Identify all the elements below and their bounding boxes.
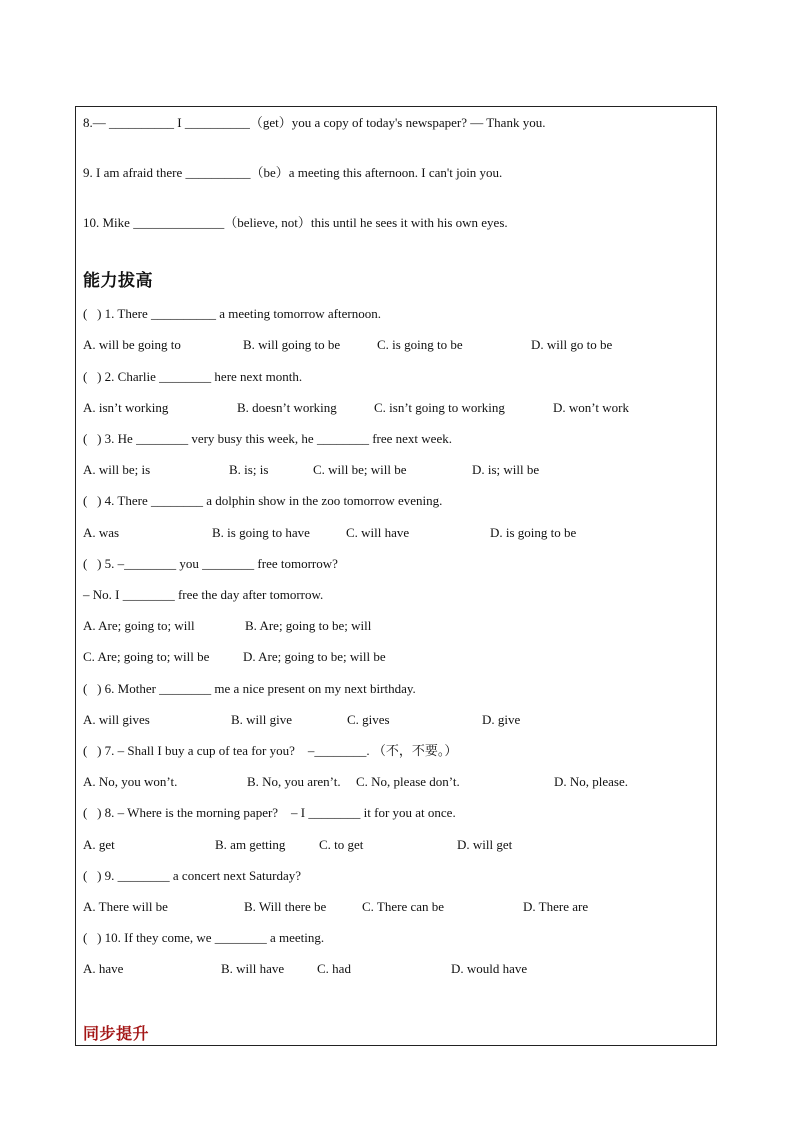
option-b[interactable]: B. is going to have [212, 525, 310, 540]
option-b[interactable]: B. will have [221, 961, 285, 976]
option-d[interactable]: D. won’t work [553, 400, 629, 415]
option-a[interactable]: A. was [83, 525, 120, 540]
option-d[interactable]: D. will get [457, 837, 513, 852]
option-b[interactable]: B. Will there be [244, 899, 327, 914]
question-stem: ( ) 4. There ________ a dolphin show in the zoo tomorrow evening. [83, 493, 443, 508]
question-stem: ( ) 6. Mother ________ me a nice present on my next birthday. [83, 681, 416, 696]
option-d[interactable]: D. No, please. [554, 774, 629, 789]
question-stem: ( ) 9. ________ a concert next Saturday? [83, 868, 302, 883]
option-row [83, 337, 703, 353]
option-row [83, 525, 703, 541]
option-a[interactable]: A. will gives [83, 712, 150, 727]
option-b[interactable]: B. am getting [215, 837, 286, 852]
option-c[interactable]: C. Are; going to; will be [83, 649, 210, 664]
option-row [83, 837, 703, 853]
section-heading-sync: 同步提升 [83, 1024, 150, 1043]
question-stem: ( ) 8. – Where is the morning paper? – I ________ it for you at once. [83, 805, 456, 820]
option-b[interactable]: B. doesn’t working [237, 400, 337, 415]
option-b[interactable]: B. Are; going to be; will [245, 618, 372, 633]
option-row [83, 774, 703, 790]
option-b[interactable]: B. will give [231, 712, 293, 727]
option-a[interactable]: A. No, you won’t. [83, 774, 178, 789]
option-row [83, 618, 703, 634]
option-d[interactable]: D. would have [451, 961, 528, 976]
option-c[interactable]: C. is going to be [377, 337, 463, 352]
option-a[interactable]: A. isn’t working [83, 400, 169, 415]
option-a[interactable]: A. will be; is [83, 462, 151, 477]
option-a[interactable]: A. have [83, 961, 124, 976]
fill-in-item-10: 10. Mike ______________（believe, not）this until he sees it with his own eyes. [83, 215, 508, 230]
option-c[interactable]: C. gives [347, 712, 390, 727]
option-a[interactable]: A. get [83, 837, 115, 852]
option-row [83, 712, 703, 728]
option-d[interactable]: D. will go to be [531, 337, 613, 352]
option-b[interactable]: B. is; is [229, 462, 269, 477]
option-c[interactable]: C. will have [346, 525, 410, 540]
option-d[interactable]: D. is; will be [472, 462, 540, 477]
option-d[interactable]: D. Are; going to be; will be [243, 649, 386, 664]
option-row [83, 961, 703, 977]
option-c[interactable]: C. had [317, 961, 351, 976]
option-d[interactable]: D. give [482, 712, 521, 727]
question-stem: ( ) 2. Charlie ________ here next month. [83, 369, 303, 384]
question-stem: ( ) 3. He ________ very busy this week, he ________ free next week. [83, 431, 452, 446]
question-stem-continued: – No. I ________ free the day after tomorrow. [83, 587, 324, 602]
option-b[interactable]: B. will going to be [243, 337, 341, 352]
option-d[interactable]: D. is going to be [490, 525, 577, 540]
option-c[interactable]: C. to get [319, 837, 364, 852]
option-c[interactable]: C. will be; will be [313, 462, 407, 477]
option-row [83, 400, 703, 416]
option-a[interactable]: A. There will be [83, 899, 168, 914]
option-c[interactable]: C. No, please don’t. [356, 774, 460, 789]
option-row [83, 649, 703, 665]
fill-in-item-8: 8.— __________ I __________（get）you a copy of today's newspaper? — Thank you. [83, 115, 546, 130]
option-row [83, 899, 703, 915]
option-c[interactable]: C. isn’t going to working [374, 400, 505, 415]
question-stem: ( ) 5. –________ you ________ free tomorrow? [83, 556, 338, 571]
fill-in-item-9: 9. I am afraid there __________（be）a meeting this afternoon. I can't join you. [83, 165, 503, 180]
option-c[interactable]: C. There can be [362, 899, 445, 914]
option-a[interactable]: A. will be going to [83, 337, 181, 352]
option-a[interactable]: A. Are; going to; will [83, 618, 195, 633]
option-row [83, 462, 703, 478]
option-d[interactable]: D. There are [523, 899, 589, 914]
question-stem: ( ) 1. There __________ a meeting tomorrow afternoon. [83, 306, 381, 321]
question-stem: ( ) 7. – Shall I buy a cup of tea for you? –________. （不，不要。） [83, 743, 458, 758]
question-stem: ( ) 10. If they come, we ________ a meeting. [83, 930, 325, 945]
option-b[interactable]: B. No, you aren’t. [247, 774, 341, 789]
section-heading-ability: 能力拔高 [83, 271, 153, 291]
